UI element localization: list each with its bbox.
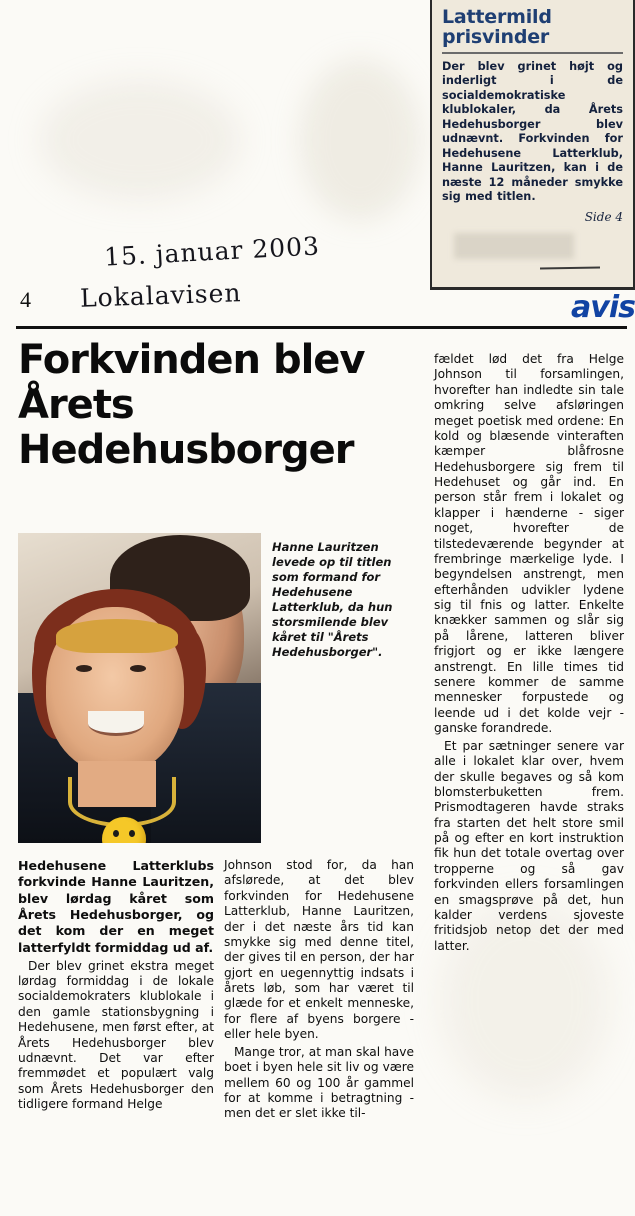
teaser-title: Lattermild prisvinder	[442, 6, 552, 48]
smiley-mouth-icon	[112, 839, 136, 843]
teaser-divider	[442, 52, 623, 54]
paper-blotch	[300, 60, 420, 220]
photo-caption: Hanne Lauritzen levede op til titlen som formand for Hedehusene Latterklub, da hun storsmilende blev kåret til "Årets Hedehusborger".	[272, 540, 393, 659]
smiley-eye-right-icon	[129, 830, 135, 837]
article-paragraph: Et par sætninger senere var alle i lokalet klar over, hvem der skulle begaves og så kom blomsterbuketten frem. Prismodtageren havde straks fra starten det helt store smil på og efter en kort instruktion fik hun det totale overtag over tropperne og så gav forkvinden ellers forsamlingen en smagsprøve på det, hun kalder verdens sjoveste fritidsjob netop det der med latter.	[434, 738, 624, 953]
teaser-body: Der blev grinet højt og inderligt i de socialdemokratiske klublokaler, da Årets Hedehusborger blev udnævnt. Forkvinden for Hedehusene Latterklub, Hanne Lauritzen, kan i de næste 12 måneder smykke sig med titlen.	[442, 59, 623, 203]
article-column-2	[224, 858, 414, 1124]
paper-blotch	[40, 80, 240, 200]
handwritten-date: 15. januar 2003	[103, 231, 321, 272]
masthead-logo: avis	[571, 290, 635, 325]
article-lead: Hedehusene Latterklubs forkvinde Hanne Lauritzen, blev lørdag kåret som Årets Hedehusborger, og det kom der en meget latterfyldt formiddag ud af.	[18, 858, 214, 955]
article-paragraph: Johnson stod for, da han afslørede, at det blev forkvinden for Hedehusene Latterklub, Hanne Lauritzen, der i det næste års tid kan smykke sig med denne titel, der gives til en person, der har gjort en uegennyttig indsats i årets løb, som har været til glæde for et enkelt menneske, for flere af byens borgere - eller hele byen.	[224, 858, 414, 1042]
article-paragraph: Mange tror, at man skal have boet i byen hele sit liv og være mellem 60 og 100 år gammel for at komme i betragtning - men det er slet ikke til-	[224, 1044, 414, 1121]
handwritten-paper-name: Lokalavisen	[79, 278, 242, 313]
teaser-content	[442, 8, 623, 224]
page-number: 4	[20, 287, 31, 312]
photo-subject-eye-left	[76, 665, 92, 672]
photo-subject-fringe	[56, 619, 178, 653]
masthead-rule	[16, 326, 627, 329]
teaser-smudge	[454, 233, 574, 259]
teaser-page-reference: Side 4	[584, 210, 623, 225]
article-column-1	[18, 858, 214, 1115]
photo-subject-smile	[88, 711, 144, 736]
page-title: Forkvinden blev Årets Hedehusborger	[18, 337, 365, 473]
article-column-3	[434, 352, 624, 957]
teaser-pen-underline	[540, 266, 600, 269]
photo-subject-eye-right	[130, 665, 146, 672]
article-paragraph: Der blev grinet ekstra meget lørdag formiddag i de lokale socialdemokraters klublokale i den gamle stationsbygning i Hedehusene, men først efter, at Årets Hedehusborger blev udnævnt. Det var efter fremmødet et populært valg som Årets Hedehusborger den tidligere formand Helge	[18, 958, 214, 1112]
article-paragraph: fældet lød det fra Helge Johnson til forsamlingen, hvorefter han indledte sin tale omkring selve afsløringen meget poetisk med ordene: En kold og blæsende vinteraften kæmper blåfrosne Hedehusborgere sig frem til Hedehuset og går ind. En person står frem i lokalet og klapper i hænderne - siger noget, hvorefter de tilstedeværende begynder at frembringe mærkelige lyde. I begyndelsen anstrengt, men efterhånden udvikler lydene sig til fnis og latter. Enkelte knækker sammen og slår sig på lårene, latteren bliver frigjort og er ikke længere anstrengt. En lille times tid senere kommer de samme mennesker forpustede og leende ud i det kolde vejr - ganske forandrede.	[434, 352, 624, 735]
teaser-box	[430, 0, 635, 290]
smiley-eye-left-icon	[113, 830, 119, 837]
article-photo	[18, 533, 261, 843]
